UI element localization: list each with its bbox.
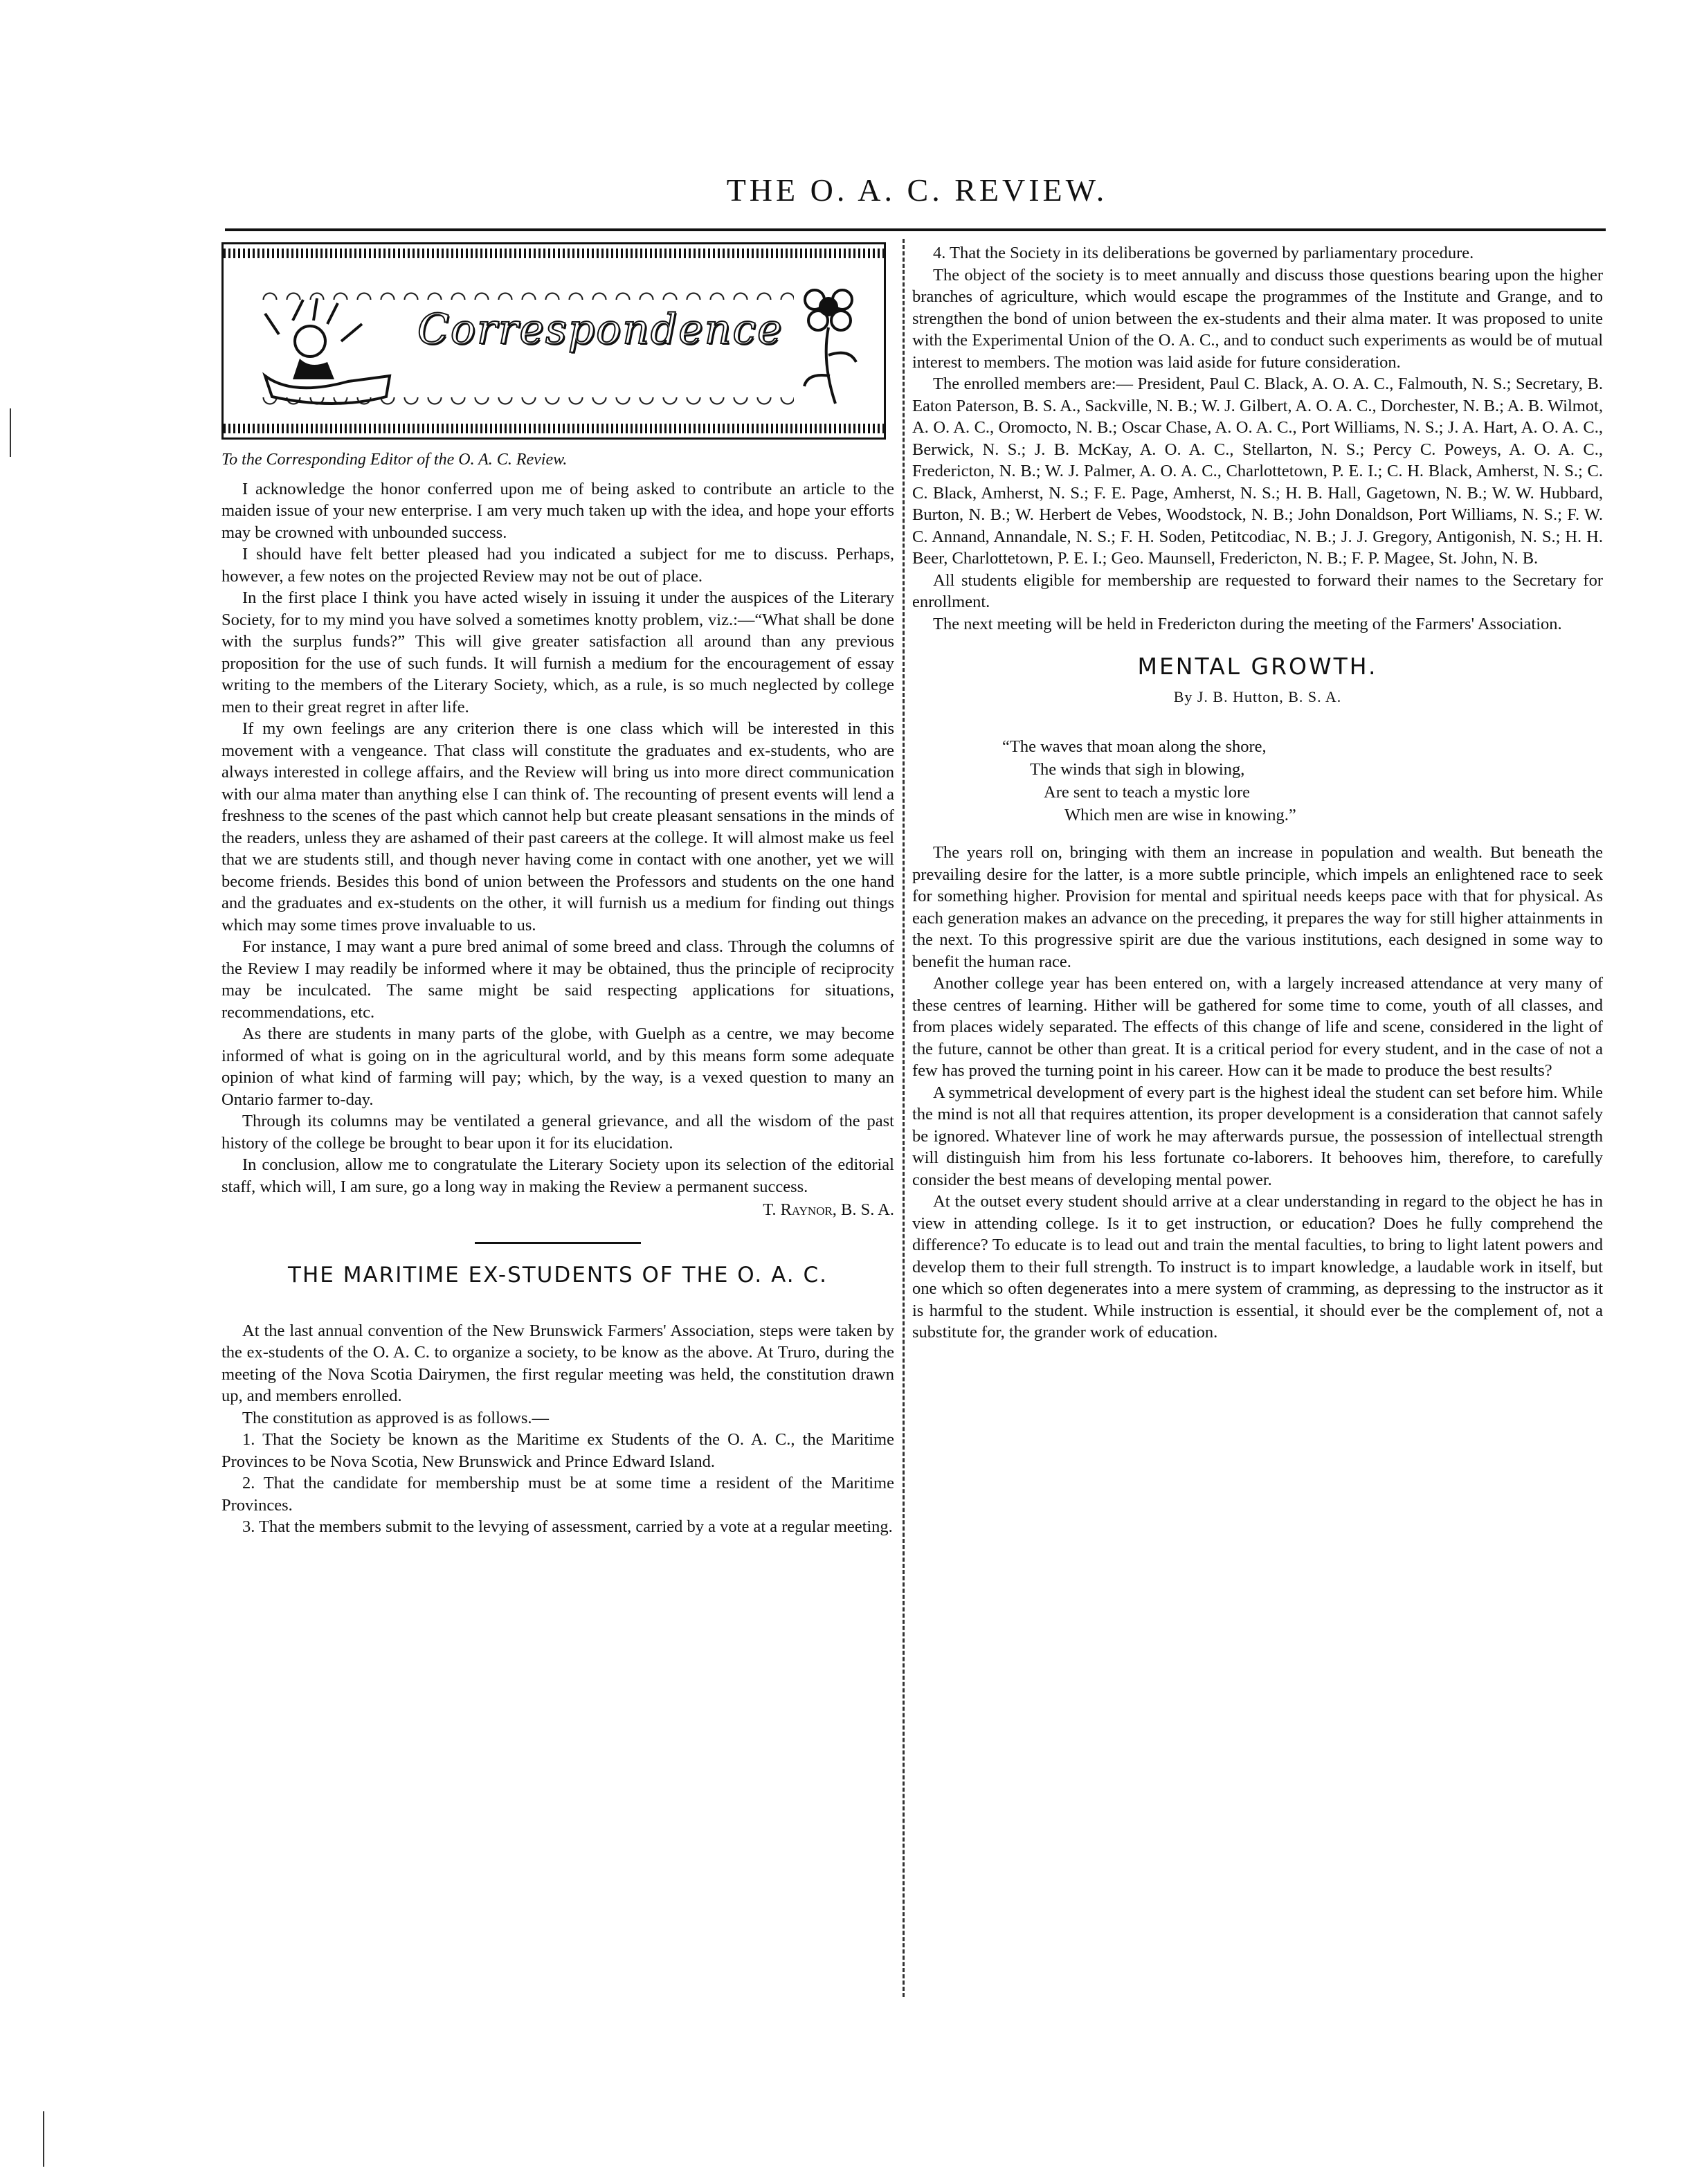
correspondence-paragraph: If my own feelings are any criterion there is one class which will be interested in this movement with a vengeance. That class will constitute the graduates and ex-students, who are always interested in college affairs, and the Review will bring us into more direct communication with our alma mater than anything else I can think of. The recounting of present events will lend a freshness to the scenes of the past which cannot help but create pleasant sensations in the minds of the readers, unless they are ashamed of their past careers at the college. It will almost make us feel that we are students still, and though never having come in contact with one another, yet we will become friends. Besides this bond of union between the Professors and students on the one hand and the graduates and ex-students on the other, it will furnish us a medium for finding out things which may some times prove invaluable to us. xyxy=(221,719,894,935)
scan-edge-mark xyxy=(10,408,11,457)
maritime-paragraph: The next meeting will be held in Fredericton during the meeting of the Farmers' Association. xyxy=(933,614,1562,633)
correspondence-paragraph: I should have felt better pleased had you indicated a subject for me to discuss. Perhaps, however, a few notes on the projected Review may not be out of place. xyxy=(221,545,894,586)
correspondence-paragraph: Through its columns may be ventilated a general grievance, and all the wisdom of the past history of the college be brought to bear upon it for its elucidation. xyxy=(221,1112,894,1153)
flower-ornament-icon xyxy=(787,272,870,410)
maritime-paragraph: The object of the society is to meet annually and discuss those questions bearing upon the higher branches of agriculture, which would escape the programmes of the Institute and Grange, and to strengthen the bond of union between the ex-students and their alma mater. It was proposed to unite with the Experimental Union of the O. A. C., and to conduct such experiments as would be of mutual interest to members. The motion was laid aside for future consideration. xyxy=(912,265,1603,372)
right-column xyxy=(912,242,1603,1344)
poem-line: Are sent to teach a mystic lore xyxy=(1044,783,1250,802)
correspondence-paragraph: In the first place I think you have acted wisely in issuing it under the auspices of the Literary Society, for to my mind you have solved a sometimes knotty problem, viz.:—“What shall be done with the surplus funds?” This will give greater satisfaction all around than any previous proposition for the use of such funds. It will furnish a medium for the encouragement of essay writing to the members of the Literary Society, which, as a rule, is so much neglected by college men to their great regret in after life. xyxy=(221,588,894,716)
mental-growth-heading: MENTAL GROWTH. xyxy=(1137,653,1378,680)
mental-growth-byline: By J. B. Hutton, B. S. A. xyxy=(1173,687,1342,705)
correspondence-paragraph: For instance, I may want a pure bred animal of some breed and class. Through the columns of the Review I may readily be informed where it may be obtained, thus the principle of reciprocity may be inculcated. The same might be said respecting applications for situations, recommendations, etc. xyxy=(221,937,894,1022)
mental-growth-paragraph: A symmetrical development of every part is the highest ideal the student can set before him. While the mind is not all that requires attention, its proper development is a consideration that cannot safely be ignored. Whatever line of work he may afterwards pursue, the possession of intellectual strength will distinguish him from his less fortunate co-laborers. It behooves him, therefore, to carefully consider the best means of developing mental power. xyxy=(912,1083,1603,1189)
epigraph-poem xyxy=(912,735,1603,827)
column-divider xyxy=(903,239,905,1997)
ornament-band-top xyxy=(224,249,884,258)
ornament-band-bottom xyxy=(224,424,884,433)
section-rule xyxy=(475,1242,641,1244)
poem-line: The winds that sigh in blowing, xyxy=(1030,760,1245,779)
ornament-scallop-bottom xyxy=(258,397,794,411)
mental-growth-paragraph: At the outset every student should arrive at a clear understanding in regard to the object he has in view in attending college. Is it to get instruction, or education? Does he fully comprehend the difference? To educate is to lead out and train the mental faculties, to bring to light latent powers and develop them to their full strength. To instruct is to impart knowledge, a laudable work in itself, but one which so often degenerates into a mere system of cramming, as depressing to the instructor as it is harmful to the student. While instruction is essential, it should ever be the complement of, not a substitute for, the grander work of education. xyxy=(912,1192,1603,1342)
maritime-paragraph: The constitution as approved is as follows.— xyxy=(242,1408,549,1427)
maritime-paragraph: The enrolled members are:— President, Paul C. Black, A. O. A. C., Falmouth, N. S.; Secretary, B. Eaton Paterson, B. S. A., Sackville, N. B.; W. J. Gilbert, A. O. A. C., Dorchester, N. B.; A. B. Wilmot, A. O. A. C., Oromocto, N. B.; Oscar Chase, A. O. A. C., Port Williams, N. S.; J. A. Hart, A. O. A. C., Berwick, N. S.; J. B. McKay, A. O. A. C., Stellarton, N. S.; Percy C. Poweys, A. O. A. C., Fredericton, N. B.; W. J. Palmer, A. O. A. C., Charlottetown, P. E. I.; C. H. Black, Amherst, N. S.; C. C. Black, Amherst, N. S.; F. E. Page, Amherst, N. S.; H. B. Hall, Gagetown, N. B.; W. W. Hubbard, Burton, N. B.; W. Herbert de Vebes, Woodstock, N. B.; John Donaldson, Port Williams, N. S.; F. W. C. Annand, Annandale, N. S.; F. H. Soden, Petitcodiac, N. B.; J. J. Gregory, Antigonish, N. S.; H. H. Beer, Charlottetown, P. E. I.; Geo. Maunsell, Fredericton, N. B.; F. P. Magee, St. John, N. B. xyxy=(912,374,1603,568)
maritime-paragraph: 3. That the members submit to the levying of assessment, carried by a vote at a regular meeting. xyxy=(242,1517,893,1536)
correspondence-paragraph: In conclusion, allow me to congratulate the Literary Society upon its selection of the editorial staff, which will, I am sure, go a long way in making the Review a permanent success. xyxy=(221,1155,894,1196)
maritime-paragraph: 1. That the Society be known as the Maritime ex Students of the O. A. C., the Maritime Provinces to be Nova Scotia, New Brunswick and Prince Edward Island. xyxy=(221,1430,894,1471)
page-masthead: THE O. A. C. REVIEW. xyxy=(726,172,1108,208)
harvest-vignette-icon xyxy=(251,293,404,410)
poem-line: “The waves that moan along the shore, xyxy=(1002,737,1267,756)
correspondence-ornament xyxy=(221,242,886,440)
correspondence-salutation: To the Corresponding Editor of the O. A. C. Review. xyxy=(221,451,568,469)
maritime-paragraph: All students eligible for membership are requested to forward their names to the Secretary for enrollment. xyxy=(912,570,1603,611)
mental-growth-paragraph: The years roll on, bringing with them an increase in population and wealth. But beneath the prevailing desire for the latter, is a more subtle principle, which impels an enlightened race to seek for something higher. Provision for mental and spiritual needs keeps pace with that for physical. As each generation makes an advance on the preceding, it prepares the way for still higher attainments in the next. To this progressive spirit are due the various institutions, each designed in some way to benefit the human race. xyxy=(912,843,1603,971)
maritime-paragraph: 4. That the Society in its deliberations be governed by parliamentary procedure. xyxy=(933,244,1474,262)
maritime-paragraph: At the last annual convention of the New Brunswick Farmers' Association, steps were taken by the ex-students of the O. A. C. to organize a society, to be know as the above. At Truro, during the meeting of the Nova Scotia Dairymen, the first regular meeting was held, the constitution drawn up, and members enrolled. xyxy=(221,1321,894,1405)
masthead-rule xyxy=(225,228,1606,231)
scan-edge-mark xyxy=(43,2111,44,2167)
correspondence-paragraph: As there are students in many parts of the globe, with Guelph as a centre, we may become informed of what is going on in the agricultural world, and by this means form some adequate opinion of what kind of farming will pay; which, by the way, is a vexed question to many an Ontario farmer to-day. xyxy=(221,1025,894,1109)
maritime-paragraph: 2. That the candidate for membership must be at some time a resident of the Maritime Provinces. xyxy=(221,1474,894,1515)
poem-line: Which men are wise in knowing.” xyxy=(1064,806,1296,824)
maritime-heading: THE MARITIME EX-STUDENTS OF THE O. A. C. xyxy=(288,1262,828,1288)
correspondence-signature: T. Raynor, B. S. A. xyxy=(763,1200,894,1219)
left-column xyxy=(221,242,894,1538)
correspondence-paragraph: I acknowledge the honor conferred upon me of being asked to contribute an article to the maiden issue of your new enterprise. I am very much taken up with the idea, and hope your efforts may be crowned with unbounded success. xyxy=(221,479,894,542)
correspondence-title: Correspondence xyxy=(417,305,783,354)
mental-growth-paragraph: Another college year has been entered on, with a largely increased attendance at very many of these centres of learning. Hither will be gathered for some time to come, youth of all classes, and from places widely separated. The effects of this change of life and scene, considered in the light of the future, cannot be other than great. It is a critical period for every student, and in the case of not a few has proved the turning point in his career. How can it be made to produce the best results? xyxy=(912,974,1603,1080)
